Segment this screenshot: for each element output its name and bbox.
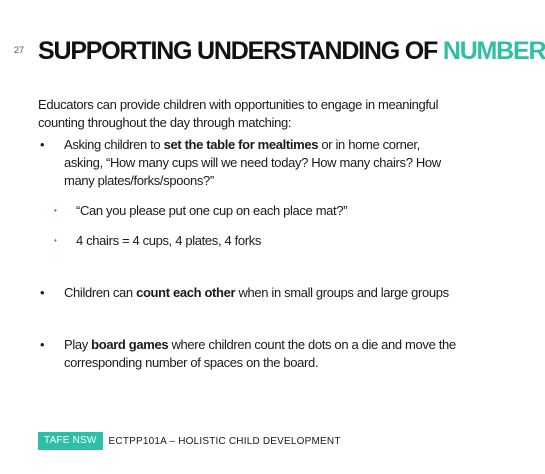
sub-bullet-place-mat	[48, 202, 458, 220]
title-accent: NUMBER	[442, 37, 545, 65]
bullet-icon: •	[40, 337, 45, 352]
bullet-mealtimes-post: or in home corner, asking, “How many cups will we need today? How many chairs? How many plates/forks/spoons?”	[64, 137, 441, 188]
bullet-board-bold: board games	[91, 337, 169, 352]
footer	[38, 432, 341, 450]
footer-course: ECTPP101A – HOLISTIC CHILD DEVELOPMENT	[108, 435, 341, 447]
bullet-icon: •	[40, 285, 45, 300]
bullet-board-games	[38, 336, 458, 372]
bullet-count-post: when in small groups and large groups	[235, 285, 449, 300]
slide-number: 27	[14, 45, 25, 55]
sub-bullet-chairs	[48, 232, 458, 250]
sub-bullet-chairs-text: 4 chairs = 4 cups, 4 plates, 4 forks	[76, 233, 262, 248]
slide-body	[38, 96, 458, 372]
sub-bullet-icon: •	[54, 236, 57, 245]
bullet-board-post: where children count the dots on a die and move the corresponding number of spaces on the board.	[64, 337, 456, 370]
bullet-mealtimes-bold: set the table for mealtimes	[163, 137, 319, 152]
bullet-count-bold: count each other	[136, 285, 236, 300]
title-main: SUPPORTING UNDERSTANDING OF	[38, 37, 443, 65]
slide-title	[38, 36, 545, 66]
bullet-count-each-other	[38, 284, 458, 302]
bullet-mealtimes	[38, 136, 458, 190]
bullet-count-pre: Children can	[64, 285, 137, 300]
bullet-board-pre: Play	[64, 337, 92, 352]
sub-bullet-place-mat-text: “Can you please put one cup on each place mat?”	[76, 203, 348, 218]
bullet-mealtimes-pre: Asking children to	[64, 137, 164, 152]
bullet-icon: •	[40, 137, 45, 152]
footer-brand: TAFE NSW	[38, 432, 103, 450]
intro-text: Educators can provide children with opportunities to engage in meaningful counting throughout the day through matching:	[38, 97, 439, 130]
sub-bullet-icon: •	[54, 206, 57, 215]
